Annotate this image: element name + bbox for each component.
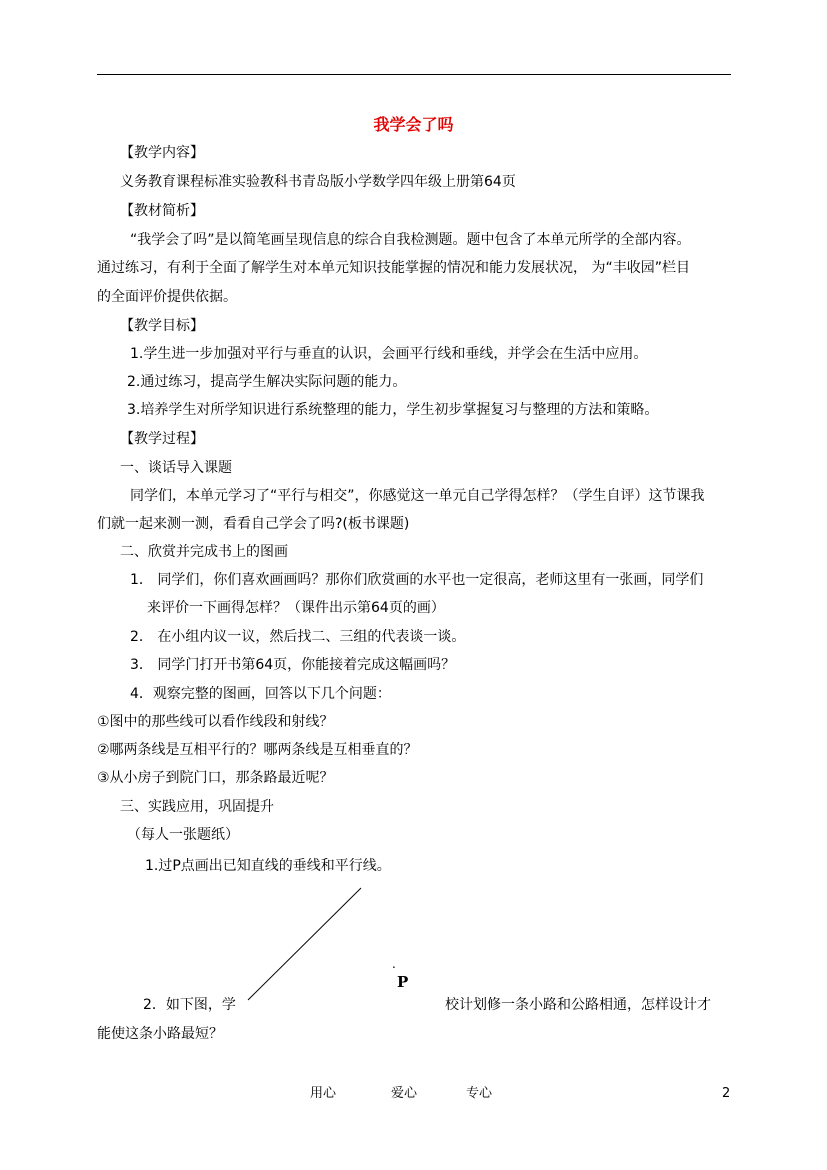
paragraph: 通过练习，有利于全面了解学生对本单元知识技能掌握的情况和能力发展状况， 为“丰收园”栏目 [97, 260, 690, 276]
heading-content: 【教学内容】 [120, 145, 204, 161]
section-heading: 三、实践应用，巩固提升 [120, 799, 274, 815]
goal-item: 1.学生进一步加强对平行与垂直的认识，会画平行线和垂线，并学会在生活中应用。 [130, 346, 648, 362]
exercise-item: 1.过P点画出已知直线的垂线和平行线。 [145, 858, 391, 874]
list-item: 1． 同学们，你们喜欢画画吗？那你们欣赏画的水平也一定很高，老师这里有一张画，同学们 [130, 572, 704, 588]
heading-analysis: 【教材简析】 [120, 203, 204, 219]
paragraph: “我学会了吗”是以简笔画呈现信息的综合自我检测题。题中包含了本单元所学的全部内容。 [130, 232, 691, 248]
footer-right: 专心 [466, 1086, 493, 1101]
footer-middle: 爱心 [391, 1086, 418, 1101]
section-heading: 二、欣赏并完成书上的图画 [120, 544, 288, 560]
exercise-item-continued: 能使这条小路最短？ [97, 1026, 223, 1042]
note: （每人一张题纸） [127, 827, 239, 843]
section-heading: 一、谈话导入课题 [120, 460, 232, 476]
paragraph: 们就一起来测一测，看看自己学会了吗?(板书课题) [97, 516, 410, 532]
point-p-label: P [397, 973, 409, 991]
list-item: 2． 在小组内议一议，然后找二、三组的代表谈一谈。 [130, 629, 466, 645]
given-line [248, 888, 361, 1000]
heading-goals: 【教学目标】 [120, 318, 204, 334]
question-item: ③从小房子到院门口，那条路最近呢？ [97, 770, 334, 786]
paragraph: 义务教育课程标准实验教科书青岛版小学数学四年级上册第64页 [120, 174, 516, 190]
paragraph: 同学们，本单元学习了“平行与相交”，你感觉这一单元自己学得怎样？（学生自评）这节课我 [130, 488, 705, 504]
given-line-figure [240, 880, 370, 1005]
question-item: ①图中的那些线可以看作线段和射线？ [97, 714, 334, 730]
goal-item: 3.培养学生对所学知识进行系统整理的能力，学生初步掌握复习与整理的方法和策略。 [127, 402, 659, 418]
paragraph: 的全面评价提供依据。 [97, 289, 237, 305]
question-item: ②哪两条线是互相平行的？哪两条线是互相垂直的？ [97, 742, 418, 758]
point-p-dot: . [392, 957, 396, 971]
list-item: 3． 同学门打开书第64页，你能接着完成这幅画吗？ [130, 657, 456, 673]
exercise-item-continued: 校计划修一条小路和公路相通，怎样设计才 [445, 997, 711, 1013]
list-item: 4．观察完整的图画，回答以下几个问题： [130, 686, 391, 702]
header-rule [97, 74, 731, 75]
list-item-continued: 来评价一下画得怎样？（课件出示第64页的画） [147, 600, 445, 616]
page-number: 2 [722, 1086, 731, 1101]
exercise-item: 2．如下图，学 [143, 997, 236, 1013]
heading-process: 【教学过程】 [120, 431, 204, 447]
page-title: 我学会了吗 [373, 115, 454, 134]
goal-item: 2.通过练习，提高学生解决实际问题的能力。 [127, 374, 407, 390]
footer-left: 用心 [310, 1086, 337, 1101]
